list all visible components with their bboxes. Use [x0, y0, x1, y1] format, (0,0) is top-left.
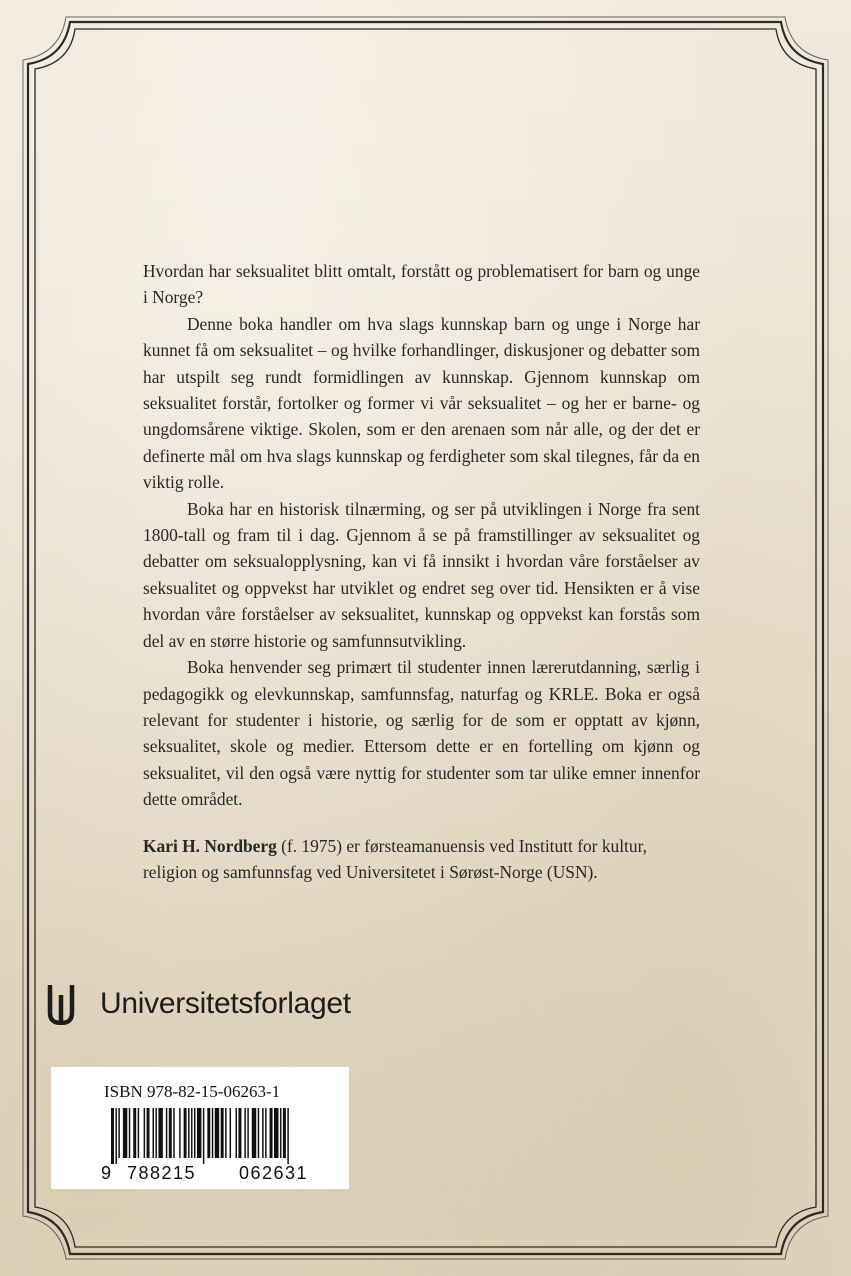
author-bio: [143, 833, 700, 886]
barcode-bar: [158, 1108, 162, 1158]
barcode-bar: [188, 1108, 189, 1158]
barcode-digits-right: 062631: [239, 1163, 309, 1183]
barcode-digit-first: 9: [101, 1163, 112, 1183]
publisher-logo-icon: [47, 983, 75, 1025]
publisher-logo: [47, 983, 351, 1025]
barcode-bar: [169, 1108, 172, 1158]
isbn-text: ISBN 978-82-15-06263-1: [104, 1082, 281, 1101]
barcode-bar: [274, 1108, 278, 1158]
barcode-bar: [280, 1108, 281, 1158]
barcode-bar: [221, 1108, 224, 1158]
barcode-bar: [147, 1108, 150, 1158]
barcode-bar: [247, 1108, 248, 1158]
barcode-bar: [238, 1108, 241, 1158]
barcode-bar: [258, 1108, 259, 1158]
blurb-paragraph: Hvordan har seksualitet blitt omtalt, forstått og problematisert for barn og unge i Norge?: [143, 261, 700, 308]
barcode-bar: [118, 1108, 119, 1158]
barcode-bars: [111, 1108, 346, 1164]
barcode-bar: [230, 1108, 231, 1158]
barcode-bar: [155, 1108, 156, 1158]
barcode-label: [51, 1067, 349, 1189]
publisher-name: Universitetsforlaget: [100, 987, 351, 1020]
barcode-bar: [225, 1108, 226, 1158]
barcode-bar: [215, 1108, 219, 1158]
barcode-bar: [262, 1108, 263, 1158]
author-name: Kari H. Nordberg: [143, 835, 277, 856]
barcode-bar: [212, 1108, 213, 1158]
barcode-bar: [265, 1108, 266, 1158]
barcode-digits-left: 788215: [127, 1163, 197, 1183]
barcode-bar: [166, 1108, 167, 1158]
back-cover-blurb: [143, 258, 700, 885]
barcode-bar: [270, 1108, 273, 1158]
barcode-bar: [235, 1108, 236, 1158]
blurb-paragraph: Boka har en historisk tilnærming, og ser på utviklingen i Norge fra sent 1800-tall og fram til i dag. Gjennom å se på framstillinger av seksualitet og debatter om seksualopplysning, kan vi få innsikt i hvordan våre forståelser av seksualitet og oppvekst har utviklet og endret seg over tid. Hensikten er å vise hvordan våre forståelser av seksualitet, kunnskap og oppvekst kan forstås som del av en større historie og samfunnsutvikling.: [143, 498, 700, 651]
barcode-bar: [123, 1108, 127, 1158]
barcode-bar: [115, 1108, 116, 1164]
barcode-bar: [244, 1108, 245, 1158]
barcode-bar: [207, 1108, 210, 1158]
barcode-bar: [184, 1108, 187, 1158]
barcode-bar: [197, 1108, 201, 1158]
barcode-bar: [144, 1108, 145, 1158]
barcode-bar: [138, 1108, 139, 1158]
blurb-paragraph: Boka henvender seg primært til studenter innen lærerutdanning, særlig i pedagogikk og elevkunnskap, samfunnsfag, naturfag og KRLE. Boka er også relevant for studenter i historie, og særlig for de som er opptatt av kjønn, seksualitet, skole og medier. Ettersom dette er en fortelling om kjønn og seksualitet, vil den også være nyttig for studenter som tar ulike emner innenfor dette området.: [143, 657, 700, 810]
barcode-bar: [173, 1108, 174, 1158]
blurb-paragraph: Denne boka handler om hva slags kunnskap barn og unge i Norge har kunnet få om seksualitet – og hvilke forhandlinger, diskusjoner og debatter som har utspilt seg rundt formidlingen av kunnskap. Gjennom kunnskap om seksualitet forstår, fortolker og former vi vår seksualitet – og her er barne- og ungdomsårene viktige. Skolen, som er den arenaen som når alle, og der det er definerte mål om hva slags kunnskap og ferdigheter som skal tilegnes, får da en viktig rolle.: [143, 313, 700, 493]
barcode-bar: [179, 1108, 180, 1158]
barcode-bar: [111, 1108, 114, 1164]
barcode-bar: [283, 1108, 286, 1158]
barcode-bar: [252, 1108, 256, 1158]
barcode-bar: [153, 1108, 154, 1158]
barcode-bar: [203, 1108, 204, 1164]
barcode-bar: [287, 1108, 288, 1164]
barcode-bar: [191, 1108, 192, 1158]
barcode-bar: [194, 1108, 195, 1158]
barcode-bar: [133, 1108, 136, 1158]
barcode-bar: [129, 1108, 130, 1158]
author-bio-text: (f. 1975) er førsteamanuensis ved Institutt for kultur, religion og samfunnsfag ved Universitetet i Sørøst-Norge (USN).: [143, 835, 648, 882]
